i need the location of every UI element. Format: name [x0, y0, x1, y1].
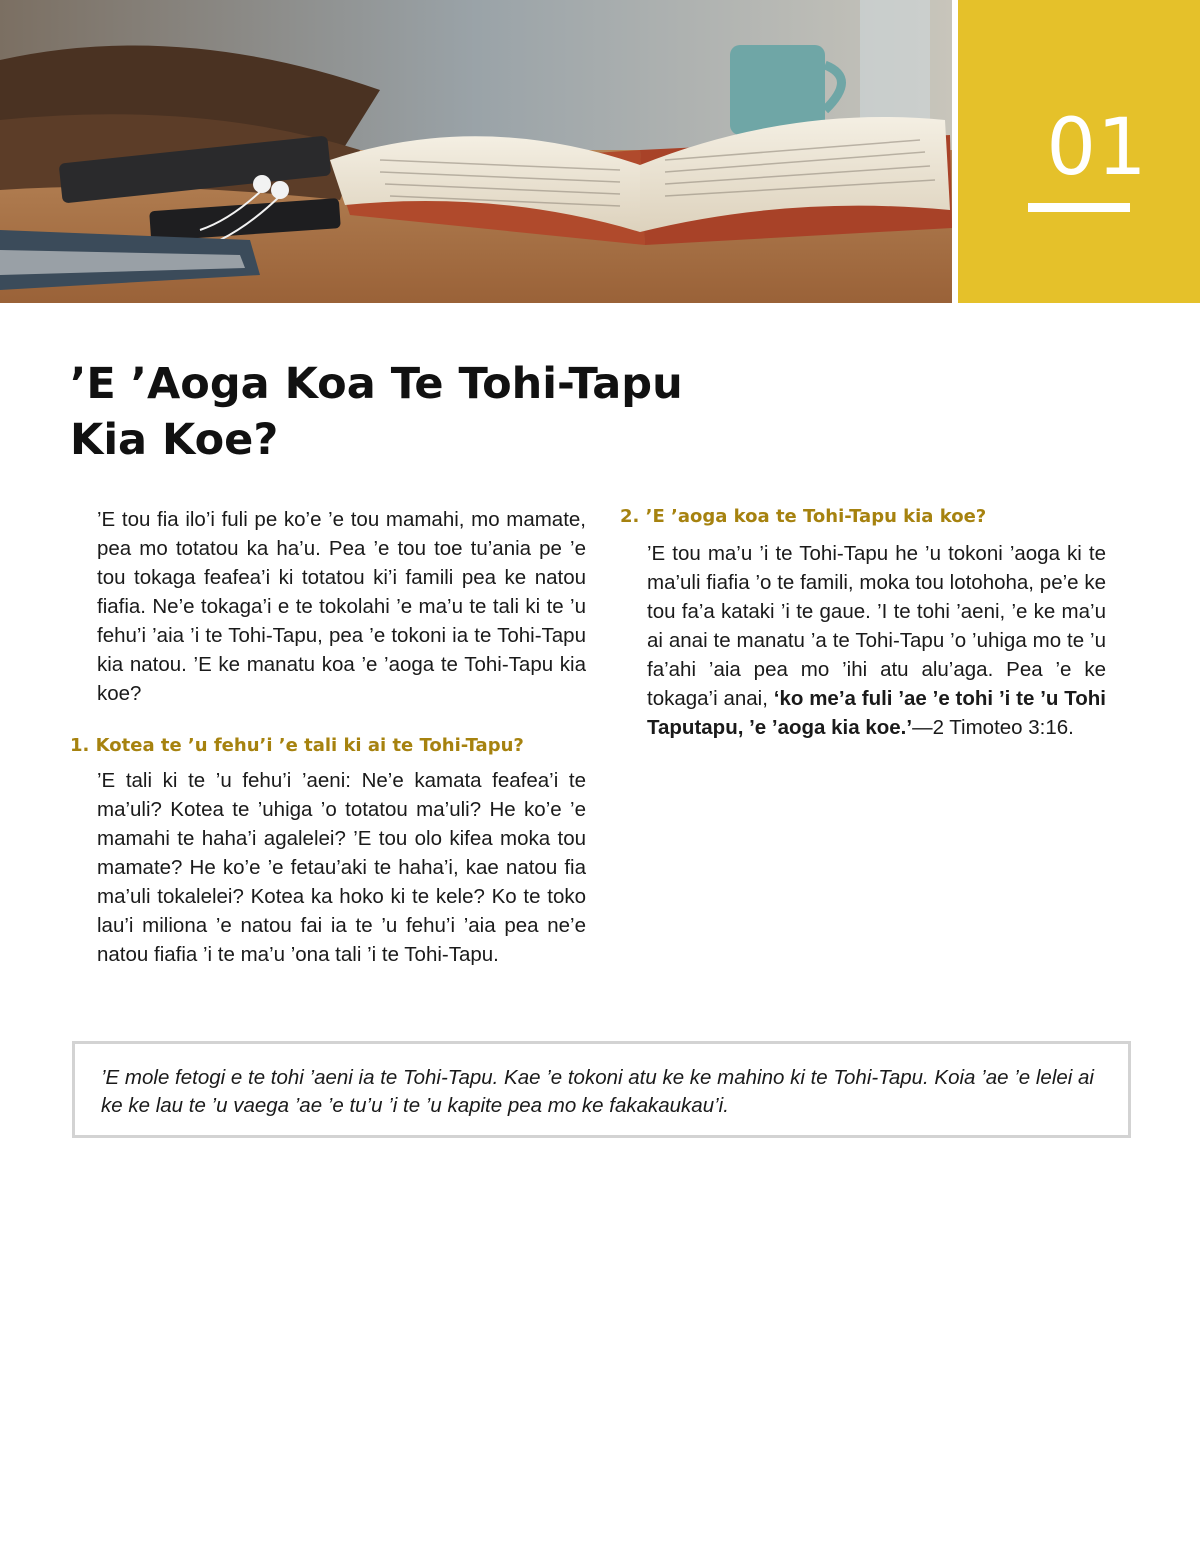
- right-column: [620, 505, 1106, 742]
- section1-heading: 1. Kotea te ’u fehu’i ’e tali ki ai te Tohi-Tapu?: [70, 735, 524, 756]
- section1-paragraph: ’E tali ki te ’u fehu’i ’aeni: Ne’e kamata feafea’i te ma’uli? Kotea te ’uhiga ’o totatou ma’uli? He ko’e ’e mamahi te haha’i agalelei? ’E tou olo kifea moka tou mamate? He ko’e ’e fetau’aki te haha’i, kae natou fia ma’uli tokalelei? Kotea ka hoko ki te kele? Ko te toko lau’i miliona ’e natou fai ia te ’u fehu’i ’aia pea ne’e natou fiafia ’i te ma’u ’ona tali ’i te Tohi-Tapu.: [97, 769, 586, 966]
- section2-heading: 2. ’E ’aoga koa te Tohi-Tapu kia koe?: [620, 506, 987, 527]
- note-text: ’E mole fetogi e te tohi ’aeni ia te Tohi-Tapu. Kae ’e tokoni atu ke ke mahino ki te Tohi-Tapu. Koia ’ae ’e lelei ai ke ke lau te ’u vaega ’ae ’e tu’u ’i te ’u kapite pea mo ke fakakaukau’i.: [101, 1066, 1094, 1117]
- intro-paragraph: ’E tou fia ilo’i fuli pe ko’e ’e tou mamahi, mo mamate, pea mo totatou ka ha’u. Pea ’e tou toe tu’ania pe ’e tou tokaga feafea’i ki totatou ki’i famili pea ke natou fiafia. Ne’e tokaga’i e te tokolahi ’e ma’u te tali ki te ’u fehu’i ’aia ’i te Tohi-Tapu, pea ’e tokoni ia te Tohi-Tapu kia natou. ’E ke manatu koa ’e ’aoga te Tohi-Tapu kia koe?: [97, 508, 586, 705]
- section2-paragraph: [620, 539, 1106, 742]
- scripture-quote: ‘ko me’a fuli ’ae ’e tohi ’i te ’u Tohi Taputapu, ’e ’aoga kia koe.’: [647, 687, 1106, 739]
- scripture-reference: —2 Timoteo 3:16.: [912, 716, 1074, 739]
- left-column: [70, 505, 586, 969]
- lesson-underline: [1028, 203, 1130, 212]
- open-bible-illustration: [0, 0, 952, 303]
- lesson-badge: [958, 0, 1200, 303]
- header-photo: [0, 0, 952, 303]
- page-title: [70, 356, 770, 468]
- page-title-line2: Kia Koe?: [70, 415, 279, 465]
- section2-text: ’E tou ma’u ’i te Tohi-Tapu he ’u tokoni ’aoga ki te ma’uli fiafia ’o te famili, moka tou lotohoha, pe’e ke tou fa’a kataki ’i te gaue. ’I te tohi ’aeni, ’e ke ma’u ai anai te manatu ’a te Tohi-Tapu ’o ’uhiga mo te ’u fa’ahi ’aia pea mo ’ihi atu alu’aga. Pea ’e ke tokaga’i anai,: [647, 542, 1106, 710]
- lesson-number: 01: [1046, 103, 1148, 193]
- note-box: [72, 1041, 1131, 1138]
- page-title-line1: ’E ’Aoga Koa Te Tohi-Tapu: [70, 359, 683, 409]
